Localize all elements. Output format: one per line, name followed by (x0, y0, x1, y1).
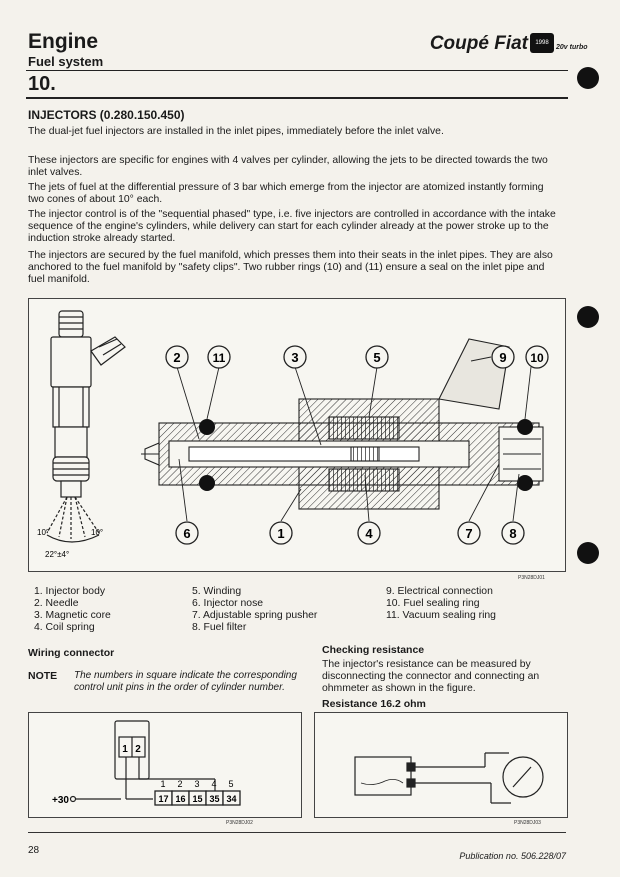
callout-label: 11 (212, 351, 226, 365)
legend-item: 8. Fuel filter (192, 622, 247, 633)
angle-left-label: 10° (37, 528, 50, 537)
angle-bottom-label: 22°±4° (45, 550, 70, 559)
legend-item: 11. Vacuum sealing ring (386, 610, 496, 621)
cylinder-label: 2 (177, 779, 183, 789)
footer-rule (28, 832, 566, 833)
seal-ring-icon (199, 419, 215, 435)
callout-label: 5 (373, 350, 381, 365)
ecu-pin-label: 34 (226, 794, 237, 804)
callout-label: 9 (499, 350, 507, 365)
legend-item: 2. Needle (34, 598, 79, 609)
ecu-pin-label: 16 (175, 794, 186, 804)
callout-label: 7 (465, 526, 473, 541)
callout-label: 3 (291, 350, 299, 365)
ecu-pin-label: 15 (192, 794, 203, 804)
legend-item: 9. Electrical connection (386, 586, 493, 597)
section-title: Engine (28, 30, 99, 53)
chapter-number: 10. (28, 73, 56, 95)
cylinder-label: 4 (211, 779, 217, 789)
ecu-pin-label: 35 (209, 794, 220, 804)
legend-item: 3. Magnetic core (34, 610, 111, 621)
callout-label: 2 (173, 350, 181, 365)
seal-ring-icon (199, 475, 215, 491)
resistance-value: Resistance 16.2 ohm (322, 698, 426, 710)
paragraph: The injector control is of the "sequential phased" type, i.e. five injectors are controlled in accordance with the intake sequence of the engine's cylinders, while delivery can start for each cylinder already at the power stroke up to the induction stroke already started. (28, 209, 556, 245)
brand-badge: 1998 (530, 33, 554, 53)
punch-hole-icon (577, 67, 599, 89)
injectors-heading: INJECTORS (0.280.150.450) (28, 108, 185, 122)
legend-item: 7. Adjustable spring pusher (192, 610, 318, 621)
figure-code: P3N28DJ02 (226, 820, 253, 826)
ecu-pin-label: 17 (158, 794, 169, 804)
ohmmeter-icon (503, 757, 543, 797)
callout-label: 1 (277, 526, 285, 541)
note-label: NOTE (28, 670, 58, 682)
figure-code: P3N28DJ01 (518, 575, 545, 581)
check-text: The injector's resistance can be measured by disconnecting the connector and connecting an ohmmeter as shown in the figure. (322, 659, 540, 694)
callout-label: 10 (530, 351, 544, 365)
legend-column (386, 586, 562, 622)
publication-number: Publication no. 506.228/07 (459, 851, 566, 861)
cylinder-label: 3 (194, 779, 200, 789)
callout-label: 8 (509, 526, 517, 541)
punch-hole-icon (577, 306, 599, 328)
ohmmeter-drawing (315, 713, 567, 817)
cylinder-label: 1 (160, 779, 166, 789)
page-number: 28 (28, 845, 40, 856)
paragraph: The injectors are secured by the fuel manifold, which presses them into their seats in the inlet pipes. They are also anchored to the fuel manifold by "safety clips". Two rubber rings (10) and (11) ensure a seal on the inlet pipe and fuel manifold. (28, 250, 553, 286)
subsection-title: Fuel system (28, 54, 104, 69)
injector-external-view (47, 311, 125, 542)
note-text: The numbers in square indicate the corresponding control unit pins in the order of cylinder number. (74, 670, 297, 693)
seal-ring-icon (517, 475, 533, 491)
connector-pin-label: 2 (135, 744, 141, 755)
legend-item: 5. Winding (192, 586, 242, 597)
brand-name: Coupé Fiat (429, 33, 528, 54)
angle-right-label: 10° (91, 528, 104, 537)
injector-figure (28, 298, 566, 572)
callout-label: 4 (365, 526, 373, 541)
legend-column (192, 586, 372, 634)
variant-label: 20v turbo (556, 44, 588, 51)
legend-column (34, 586, 184, 634)
legend-item: 6. Injector nose (192, 598, 264, 609)
legend-item: 4. Coil spring (34, 622, 95, 633)
wiring-figure (28, 712, 302, 818)
resistance-figure (314, 712, 568, 818)
wiring-heading: Wiring connector (28, 647, 115, 659)
connector-pin-label: 1 (122, 744, 128, 755)
chapter-rule (26, 97, 568, 99)
cylinder-label: 5 (228, 779, 234, 789)
header-rule (26, 70, 568, 71)
paragraph: The dual-jet fuel injectors are installed in the inlet pipes, immediately before the inlet valve. (28, 126, 444, 137)
wiring-drawing (29, 713, 301, 817)
punch-hole-icon (577, 542, 599, 564)
supply-label: +30 (52, 795, 69, 806)
paragraph: The jets of fuel at the differential pressure of 3 bar which emerge from the injector are atomized instantly forming two cones of about 10° each. (28, 182, 544, 206)
seal-ring-icon (517, 419, 533, 435)
cylinder-numbers (160, 779, 233, 789)
legend-item: 10. Fuel sealing ring (386, 598, 480, 609)
injector-connector (355, 757, 411, 795)
legend-item: 1. Injector body (34, 586, 106, 597)
callout-label: 6 (183, 526, 191, 541)
check-heading: Checking resistance (322, 644, 425, 656)
paragraph: These injectors are specific for engines with 4 valves per cylinder, allowing the jets to be directed towards the two inlet valves. (28, 155, 548, 179)
injector-drawing (29, 299, 565, 571)
figure-code: P3N28DJ03 (514, 820, 541, 826)
